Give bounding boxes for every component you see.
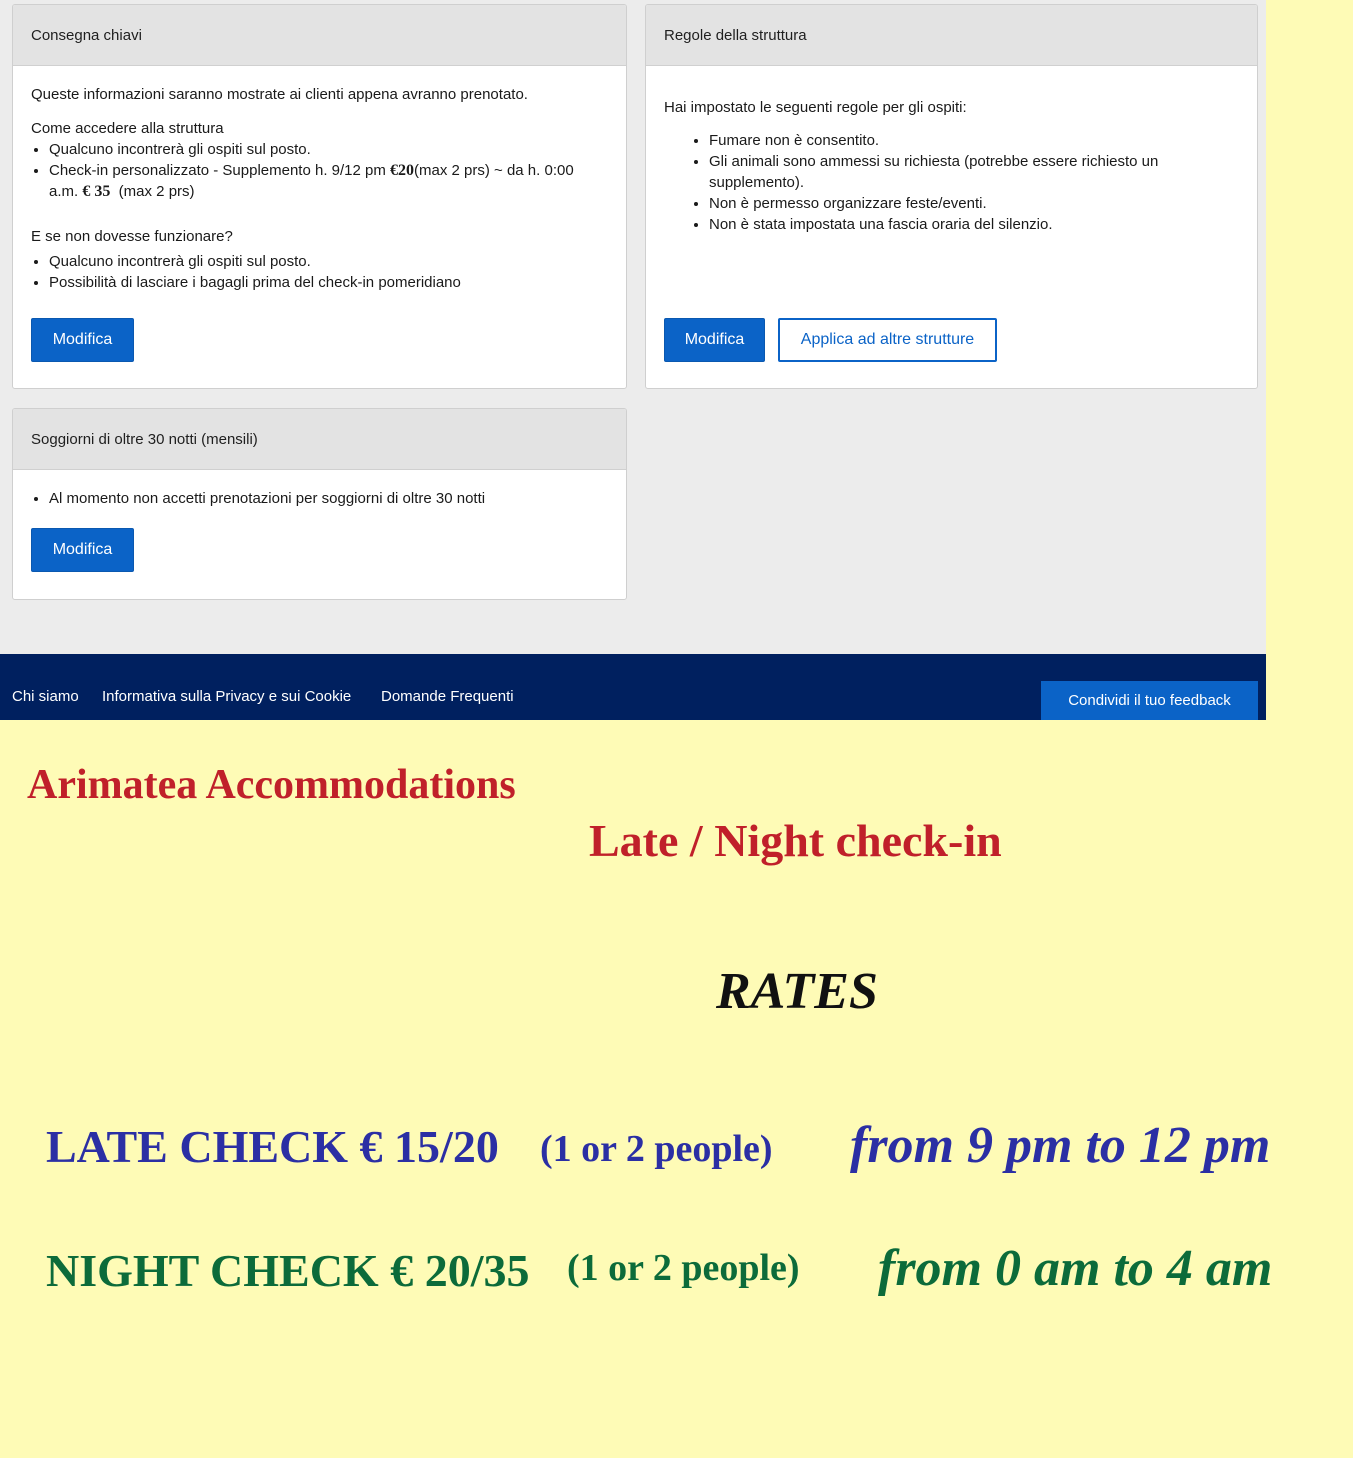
checkin-price-late: €20	[390, 162, 415, 179]
footer-link-about[interactable]: Chi siamo	[12, 688, 79, 705]
checkin-price-night: € 35	[82, 183, 111, 200]
night-check-label: NIGHT CHECK € 20/35	[46, 1245, 530, 1296]
apply-to-other-properties-button[interactable]: Applica ad altre strutture	[778, 318, 997, 362]
footer-link-privacy[interactable]: Informativa sulla Privacy e sui Cookie	[102, 688, 352, 705]
list-item: • Possibilità di lasciare i bagagli prima del check-in pomeridiano	[49, 272, 608, 293]
key-handover-edit-button[interactable]: Modifica	[31, 318, 134, 362]
access-heading: Come accedere alla struttura	[31, 120, 224, 137]
key-handover-title: Consegna chiavi	[13, 5, 626, 66]
long-stays-edit-button[interactable]: Modifica	[31, 528, 134, 572]
house-rules-intro: Hai impostato le seguenti regole per gli ospiti:	[664, 99, 967, 116]
checkin-text: a.m.	[49, 183, 83, 200]
long-stays-title: Soggiorni di oltre 30 notti (mensili)	[13, 409, 626, 470]
house-rules-title: Regole della struttura	[646, 5, 1257, 66]
footer-link-faq[interactable]: Domande Frequenti	[381, 688, 514, 705]
fallback-heading: E se non dovesse funzionare?	[31, 228, 233, 245]
site-footer	[0, 654, 1266, 720]
checkin-text: (max 2 prs) ~ da h. 0:00	[414, 162, 574, 179]
late-check-time: from 9 pm to 12 pm	[850, 1117, 1271, 1174]
house-rules-list	[646, 130, 1239, 235]
share-feedback-button[interactable]: Condividi il tuo feedback	[1041, 681, 1258, 720]
fallback-list	[31, 251, 608, 293]
night-check-people: (1 or 2 people)	[567, 1247, 800, 1289]
list-item: • Gli animali sono ammessi su richiesta (potrebbe essere richiesto un supplemento).	[709, 151, 1239, 193]
night-check-time: from 0 am to 4 am	[878, 1240, 1273, 1297]
late-check-people: (1 or 2 people)	[540, 1128, 773, 1170]
list-item: • Non è permesso organizzare feste/eventi.	[709, 193, 1239, 214]
extranet-panel	[0, 0, 1266, 654]
late-check-label: LATE CHECK € 15/20	[46, 1121, 499, 1172]
list-item: • Non è stata impostata una fascia oraria del silenzio.	[709, 214, 1239, 235]
long-stays-card	[12, 408, 627, 600]
house-rules-card	[645, 4, 1258, 389]
list-item: • Qualcuno incontrerà gli ospiti sul posto.	[49, 139, 608, 160]
list-item: • Fumare non è consentito.	[709, 130, 1239, 151]
list-item: • Al momento non accetti prenotazioni per soggiorni di oltre 30 notti	[49, 488, 608, 509]
long-stays-list	[31, 488, 608, 509]
key-handover-card	[12, 4, 627, 389]
list-item: • Qualcuno incontrerà gli ospiti sul posto.	[49, 251, 608, 272]
list-item-checkin	[49, 160, 608, 202]
checkin-text: (max 2 prs)	[110, 183, 195, 200]
access-list	[31, 139, 608, 202]
key-handover-intro: Queste informazioni saranno mostrate ai clienti appena avranno prenotato.	[31, 86, 528, 103]
checkin-text: Check-in personalizzato - Supplemento h. 9/12 pm	[49, 162, 391, 179]
brand-title: Arimatea Accommodations	[27, 762, 516, 808]
rates-heading: RATES	[716, 963, 878, 1020]
poster-subtitle: Late / Night check-in	[589, 815, 1002, 866]
house-rules-edit-button[interactable]: Modifica	[664, 318, 765, 362]
